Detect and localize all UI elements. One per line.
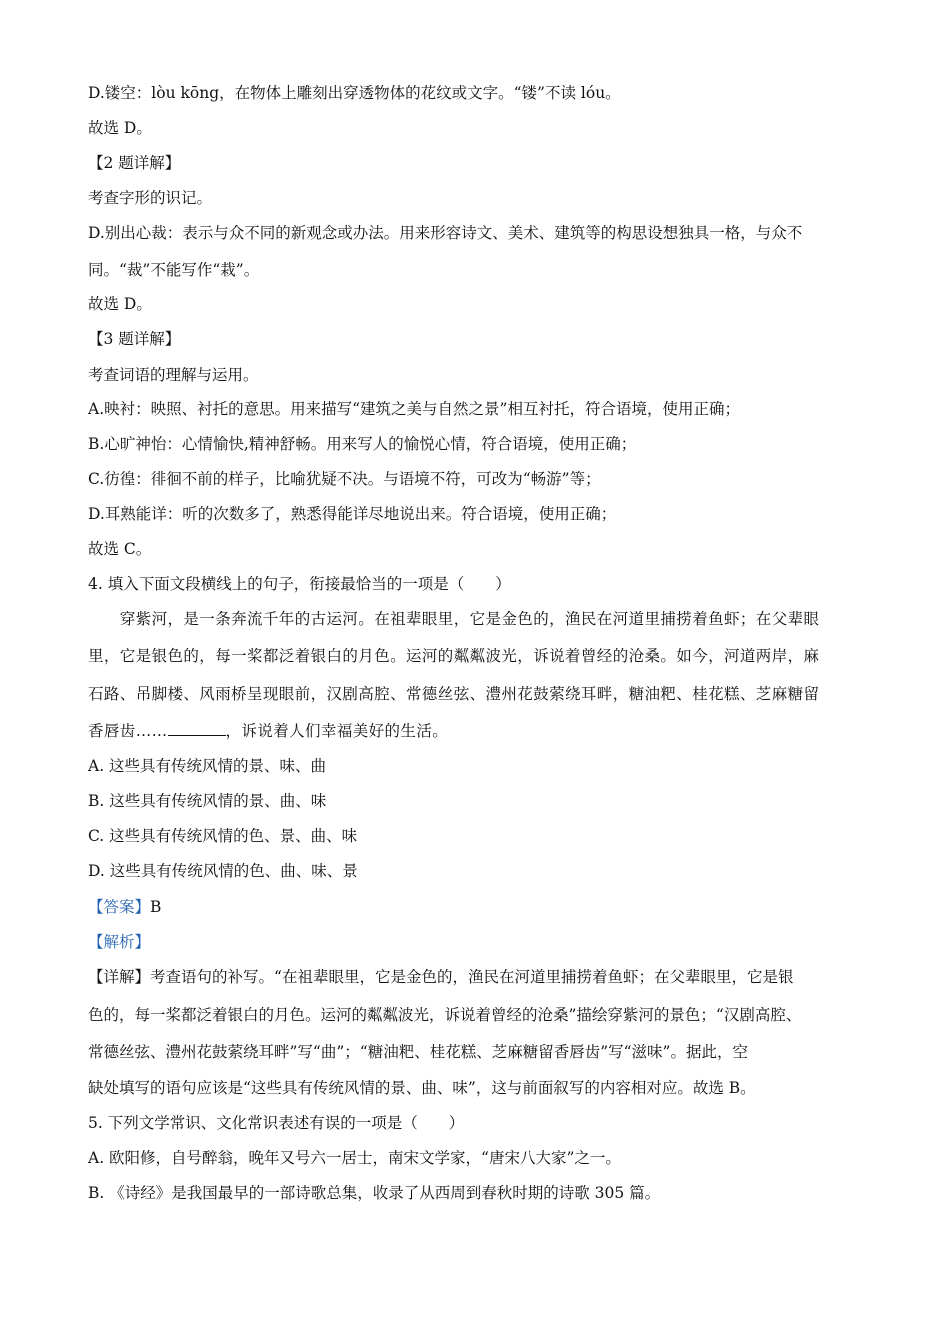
passage-text: ，诉说着人们幸福美好的生活。	[225, 722, 449, 740]
question-5-stem: 5. 下列文学常识、文化常识表述有误的一项是（ ）	[88, 1114, 465, 1132]
answer-line	[88, 896, 878, 918]
option-b: B. 这些具有传统风情的景、曲、味	[88, 792, 327, 810]
passage-line: 石路、吊脚楼、风雨桥呈现眼前，汉剧高腔、常德丝弦、澧州花鼓萦绕耳畔，糖油粑、桂花糕、芝麻糖留	[88, 685, 820, 703]
text-line: 故选 D。	[88, 295, 152, 313]
text-line: 故选 C。	[88, 540, 152, 558]
text-line: D.镂空：lòu kōng，在物体上雕刻出穿透物体的花纹或文字。“镂”不读 lóu。	[88, 84, 621, 102]
passage-text: 香唇齿……	[88, 722, 168, 740]
answer-value: B	[150, 898, 162, 916]
option-a: A. 这些具有传统风情的景、味、曲	[88, 757, 327, 775]
text-line: D.别出心裁：表示与众不同的新观念或办法。用来形容诗文、美术、建筑等的构思设想独具一格，与众不	[88, 224, 803, 242]
analysis-label: 【解析】	[88, 933, 151, 951]
passage-line-with-blank	[88, 720, 878, 742]
detail-text: 考查语句的补写。“在祖辈眼里，它是金色的，渔民在河道里捕捞着鱼虾；在父辈眼里，它是银	[150, 968, 794, 986]
text-line: 故选 D。	[88, 119, 152, 137]
passage-line: 穿紫河，是一条奔流千年的古运河。在祖辈眼里，它是金色的，渔民在河道里捕捞着鱼虾；在父辈眼	[88, 610, 820, 628]
text-line: 考查词语的理解与运用。	[88, 366, 259, 384]
option-b: B. 《诗经》是我国最早的一部诗歌总集，收录了从西周到春秋时期的诗歌 305 篇。	[88, 1184, 661, 1202]
detail-line: 常德丝弦、澧州花鼓萦绕耳畔”写“曲”；“糖油粑、桂花糕、芝麻糖留香唇齿”写“滋味”。据此，空	[88, 1043, 748, 1061]
text-line: 同。“裁”不能写作“栽”。	[88, 261, 260, 279]
answer-label: 【答案】	[88, 898, 151, 916]
text-line: B.心旷神怡：心情愉快,精神舒畅。用来写人的愉悦心情，符合语境，使用正确；	[88, 435, 637, 453]
passage-line: 里，它是银色的，每一桨都泛着银白的月色。运河的粼粼波光，诉说着曾经的沧桑。如今，河道两岸，麻	[88, 647, 820, 665]
detail-line: 缺处填写的语句应该是“这些具有传统风情的景、曲、味”，这与前面叙写的内容相对应。故选 B。	[88, 1079, 756, 1097]
option-a: A. 欧阳修，自号醉翁，晚年又号六一居士，南宋文学家，“唐宋八大家”之一。	[88, 1149, 621, 1167]
text-line: A.映衬：映照、衬托的意思。用来描写“建筑之美与自然之景”相互衬托，符合语境，使用正确；	[88, 400, 740, 418]
option-d: D. 这些具有传统风情的色、曲、味、景	[88, 862, 358, 880]
text-line: 考查字形的识记。	[88, 189, 213, 207]
text-line: D.耳熟能详：听的次数多了，熟悉得能详尽地说出来。符合语境，使用正确；	[88, 505, 617, 523]
text-line: C.彷徨：徘徊不前的样子，比喻犹疑不决。与语境不符，可改为“畅游”等；	[88, 470, 601, 488]
question-4-stem: 4. 填入下面文段横线上的句子，衔接最恰当的一项是（ ）	[88, 575, 511, 593]
fill-blank	[168, 721, 226, 736]
section-heading: 【3 题详解】	[88, 330, 181, 348]
option-c: C. 这些具有传统风情的色、景、曲、味	[88, 827, 358, 845]
section-heading: 【2 题详解】	[88, 154, 181, 172]
detail-line: 色的，每一桨都泛着银白的月色。运河的粼粼波光，诉说着曾经的沧桑”描绘穿紫河的景色；“汉剧高腔、	[88, 1006, 802, 1024]
detail-line	[88, 966, 878, 988]
detail-label: 【详解】	[88, 968, 151, 986]
